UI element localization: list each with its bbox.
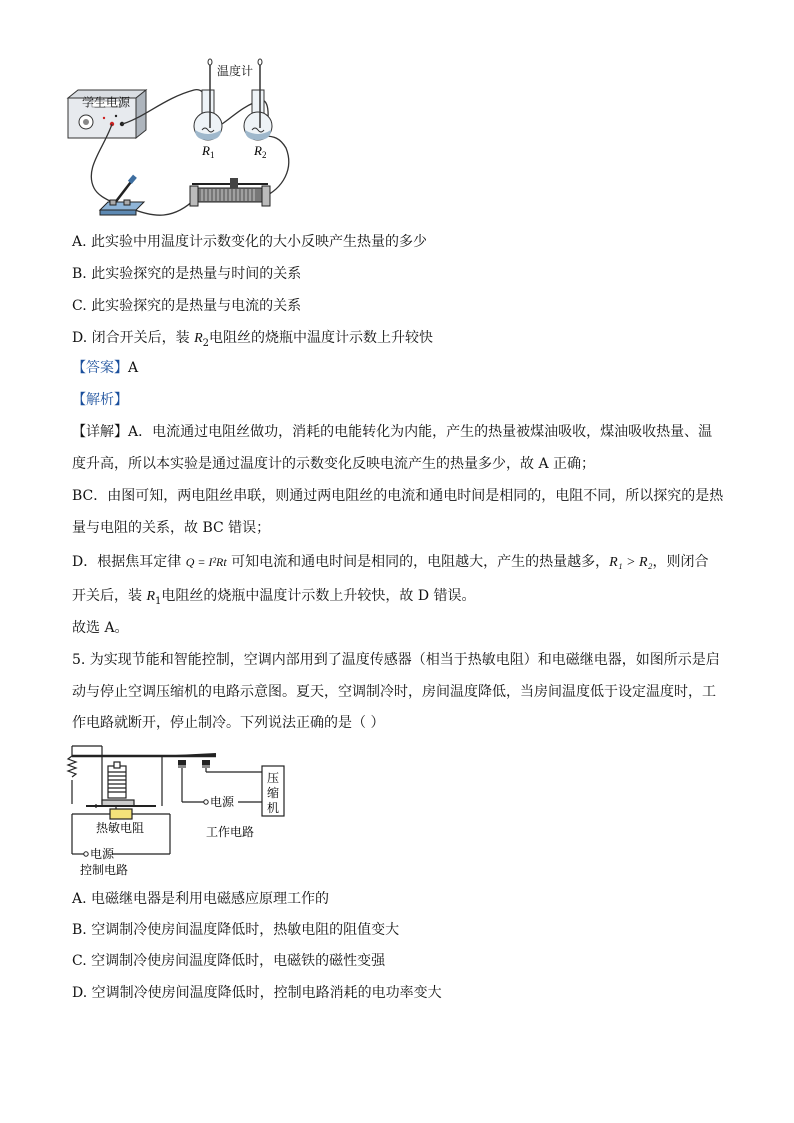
analysis-tag: 【解析】 bbox=[72, 392, 128, 408]
relay-circuit-figure bbox=[66, 742, 296, 882]
q4-option-a: A. 此实验中用温度计示数变化的大小反映产生热量的多少 bbox=[72, 234, 428, 250]
q5-option-a: A. 电磁继电器是利用电磁感应原理工作的 bbox=[72, 891, 330, 907]
q4-option-b: B. 此实验探究的是热量与时间的关系 bbox=[72, 266, 302, 282]
q4-option-d-var: R bbox=[194, 331, 203, 346]
compressor-char-1: 压 bbox=[266, 771, 280, 785]
compressor-char-3: 机 bbox=[266, 801, 280, 815]
svg-text:R2 bbox=[253, 143, 266, 160]
q5-option-c: C. 空调制冷使房间温度降低时，电磁铁的磁性变强 bbox=[72, 953, 386, 969]
q4-answer bbox=[72, 358, 138, 378]
r1-label: R bbox=[202, 143, 210, 158]
q4-option-d-pre: D. 闭合开关后，装 bbox=[72, 330, 195, 346]
detail-line-5-pre: D．根据焦耳定律 bbox=[72, 554, 186, 570]
thermistor-label: 热敏电阻 bbox=[96, 821, 145, 835]
q4-detail-line-5 bbox=[72, 552, 708, 573]
q4-detail-line-3: BC．由图可知，两电阻丝串联，则通过两电阻丝的电流和通电时间是相同的，电阻不同，所以探究的是热 bbox=[72, 488, 724, 504]
r2-sub: 2 bbox=[261, 150, 267, 160]
rheostat bbox=[190, 178, 270, 206]
answer-tag: 【答案】 bbox=[72, 360, 128, 376]
q4-detail-line-1 bbox=[72, 422, 712, 442]
answer-value: A bbox=[128, 360, 139, 376]
control-circuit-label: 控制电路 bbox=[80, 863, 129, 877]
switch bbox=[100, 175, 144, 215]
q4-option-d-post: 电阻丝的烧瓶中温度计示数上升较快 bbox=[209, 330, 434, 346]
power-supply-label: 学生电源 bbox=[81, 95, 131, 110]
power-supply bbox=[68, 90, 146, 138]
r2-label: R bbox=[254, 143, 262, 158]
control-power-label: 电源 bbox=[90, 847, 115, 861]
detail-line-5-mid: 可知电流和通电时间是相同的，电阻越大，产生的热量越多， bbox=[226, 554, 610, 570]
compressor-char-2: 缩 bbox=[266, 786, 280, 800]
r1-sub: 1 bbox=[209, 150, 215, 160]
q4-option-d-sub: 2 bbox=[202, 337, 210, 349]
detail-line-5-post: ，则闭合 bbox=[652, 554, 709, 570]
q5-option-b: B. 空调制冷使房间温度降低时，热敏电阻的阻值变大 bbox=[72, 922, 400, 938]
svg-text:R1 bbox=[201, 143, 214, 160]
detail-tag: 【详解】 bbox=[72, 424, 128, 440]
q4-detail-line-4: 量与电阻的关系，故 BC 错误； bbox=[72, 520, 271, 536]
work-circuit-label: 工作电路 bbox=[206, 825, 255, 839]
q4-option-c: C. 此实验探究的是热量与电流的关系 bbox=[72, 298, 302, 314]
q4-detail-line-6 bbox=[72, 586, 476, 612]
q4-detail-line-2: 度升高，所以本实验是通过温度计的示数变化反映电流产生的热量多少，故 A 正确； bbox=[72, 456, 596, 472]
detail-line-6-post: 电阻丝的烧瓶中温度计示数上升较快，故 D 错误。 bbox=[161, 588, 476, 604]
joule-law-formula: Q = I²Rt bbox=[185, 555, 227, 569]
detail-line-1-text: A．电流通过电阻丝做功，消耗的电能转化为内能，产生的热量被煤油吸收，煤油吸收热量、温 bbox=[128, 424, 713, 440]
q4-analysis-tag bbox=[72, 390, 128, 410]
detail-line-6-var: R bbox=[146, 589, 156, 604]
resistance-inequality: R₁ > R₂ bbox=[609, 555, 653, 570]
thermometer-label: 温度计 bbox=[216, 64, 254, 78]
joule-experiment-figure bbox=[64, 58, 304, 228]
q5-stem-line-2: 动与停止空调压缩机的电路示意图。夏天，空调制冷时，房间温度降低，当房间温度低于设定温度时，工 bbox=[72, 684, 716, 700]
q5-stem-line-1: 5. 为实现节能和智能控制，空调内部用到了温度传感器（相当于热敏电阻）和电磁继电器，如图所示是启 bbox=[72, 652, 720, 668]
detail-line-6-pre: 开关后，装 bbox=[72, 588, 147, 604]
q5-stem-line-3: 作电路就断开，停止制冷。下列说法正确的是（ ） bbox=[72, 715, 385, 731]
q4-option-d bbox=[72, 328, 433, 354]
q5-option-d: D. 空调制冷使房间温度降低时，控制电路消耗的电功率变大 bbox=[72, 985, 442, 1001]
work-power-label: 电源 bbox=[210, 795, 235, 809]
q4-conclusion: 故选 A。 bbox=[72, 620, 129, 636]
detail-line-6-sub: 1 bbox=[155, 595, 162, 607]
